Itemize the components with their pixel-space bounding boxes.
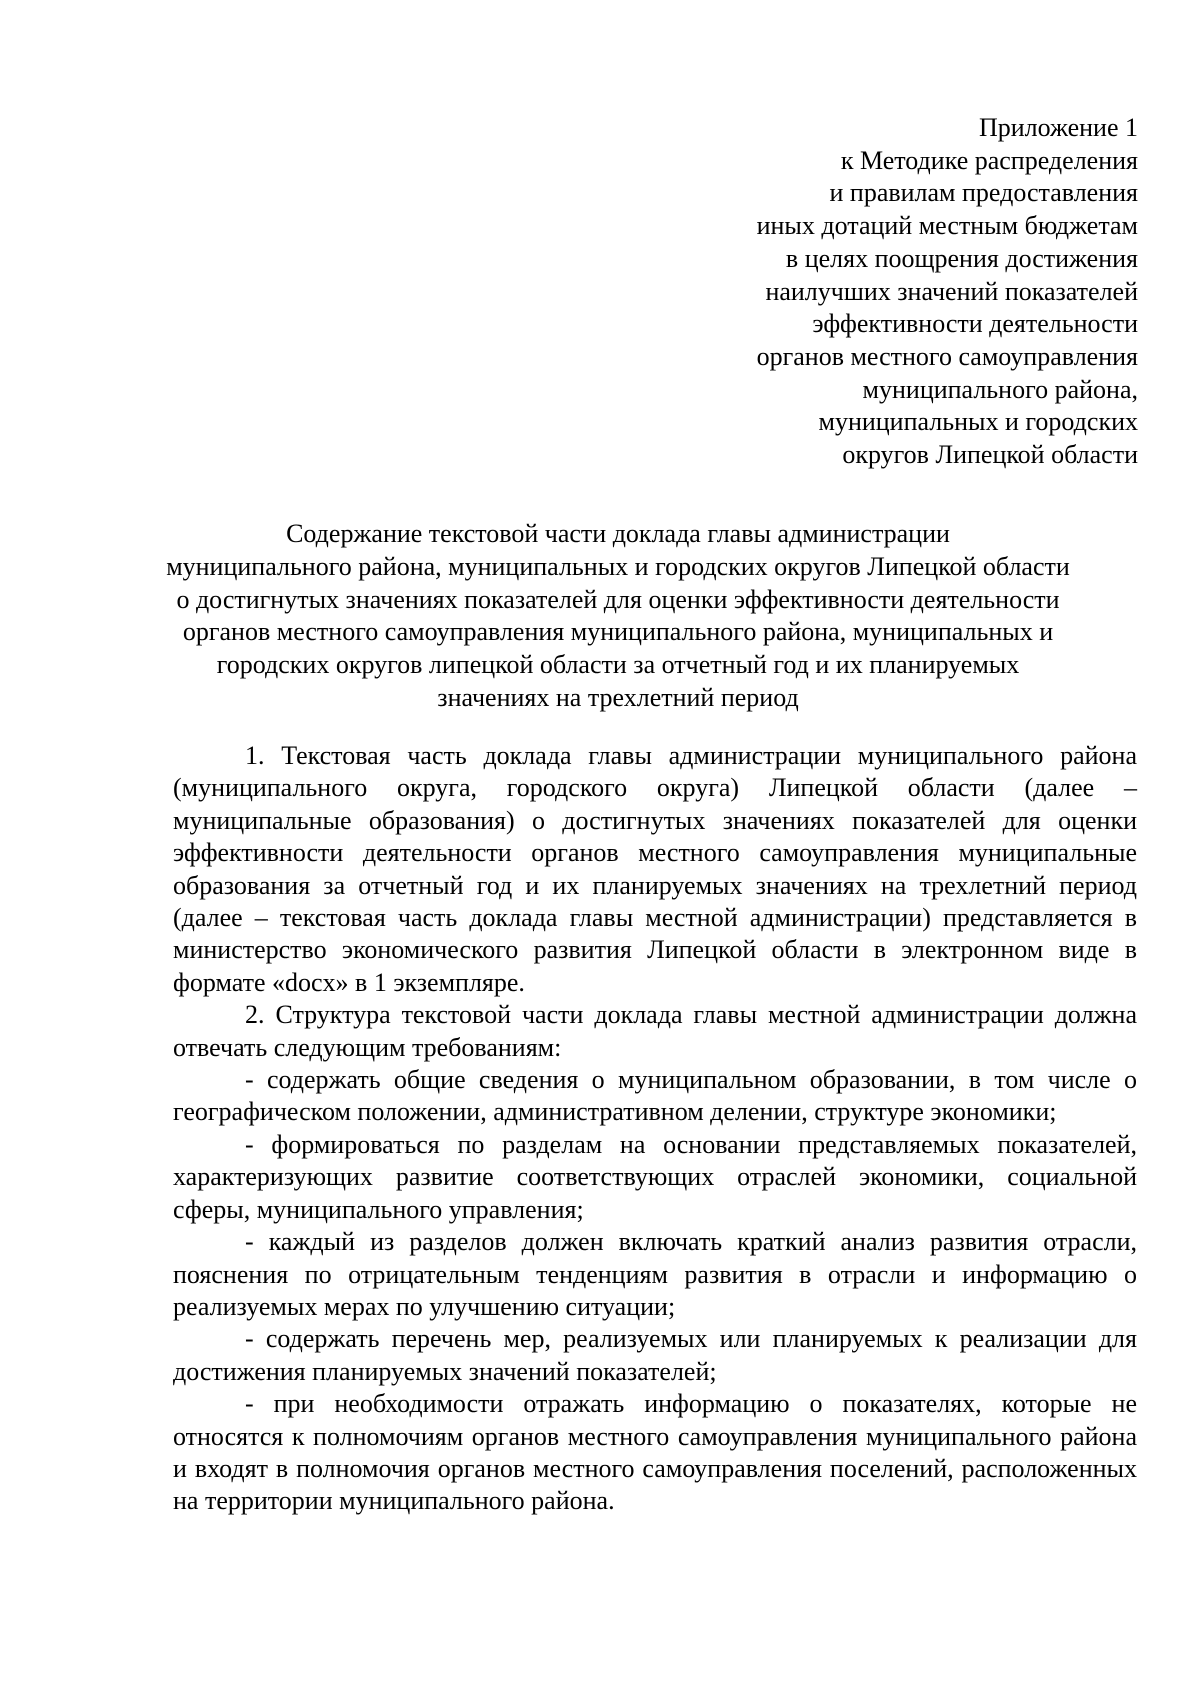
appendix-line: органов местного самоуправления <box>756 341 1138 371</box>
requirement-measures: - содержать перечень мер, реализуемых или планируемых к реализации для достижения планируемых значений показателей; <box>173 1324 1137 1386</box>
appendix-line: муниципального района, <box>862 374 1138 404</box>
requirement-analysis: - каждый из разделов должен включать краткий анализ развития отрасли, пояснения по отрицательным тенденциям развития в отрасли и информацию о реализуемых мерах по улучшению ситуации; <box>173 1227 1137 1321</box>
title-line: Содержание текстовой части доклада главы администрации <box>286 519 950 548</box>
appendix-header <box>578 112 1138 472</box>
appendix-line: округов Липецкой области <box>842 440 1138 470</box>
requirement-general-info: - содержать общие сведения о муниципальном образовании, в том числе о географическом положении, административном делении, структуре экономики; <box>173 1065 1137 1127</box>
requirement-sections: - формироваться по разделам на основании представляемых показателей, характеризующих развитие соответствующих отраслей экономики, социальной сферы, муниципального управления; <box>173 1129 1137 1224</box>
title-line: городских округов липецкой области за отчетный год и их планируемых <box>216 650 1020 680</box>
appendix-line: муниципальных и городских <box>818 407 1138 437</box>
title-line: о достигнутых значениях показателей для оценки эффективности деятельности <box>176 584 1060 614</box>
appendix-line: и правилам предоставления <box>829 178 1138 208</box>
appendix-line: к Методике распределения <box>840 145 1138 175</box>
title-line: муниципального района, муниципальных и городских округов Липецкой области <box>166 551 1070 581</box>
requirement-other-indicators: - при необходимости отражать информацию о показателях, которые не относятся к полномочиям органов местного самоуправления муниципального района и входят в полномочия органов местного самоуправления поселений, расположенных на территории муниципального района. <box>173 1389 1137 1516</box>
appendix-line: в целях поощрения достижения <box>785 243 1138 273</box>
paragraph-item-2: 2. Структура текстовой части доклада главы местной администрации должна отвечать следующим требованиям: <box>173 1000 1137 1062</box>
document-body <box>173 740 1137 1518</box>
document-title <box>100 518 1136 715</box>
appendix-line: иных дотаций местным бюджетам <box>756 211 1138 241</box>
appendix-line: Приложение 1 <box>978 113 1138 142</box>
appendix-line: эффективности деятельности <box>812 309 1138 339</box>
title-line: значениях на трехлетний период <box>437 682 799 712</box>
appendix-line: наилучших значений показателей <box>765 276 1138 306</box>
paragraph-item-1: 1. Текстовая часть доклада главы администрации муниципального района (муниципального округа, городского округа) Липецкой области (далее – муниципальные образования) о достигнутых значениях показателей для оценки эффективности деятельности органов местного самоуправления муниципальные образования за отчетный год и их планируемых значениях на трехлетний период (далее – текстовая часть доклада главы местной администрации) представляется в министерство экономического развития Липецкой области в электронном виде в формате «docx» в 1 экземпляре. <box>173 741 1137 997</box>
title-line: органов местного самоуправления муниципального района, муниципальных и <box>182 617 1054 647</box>
